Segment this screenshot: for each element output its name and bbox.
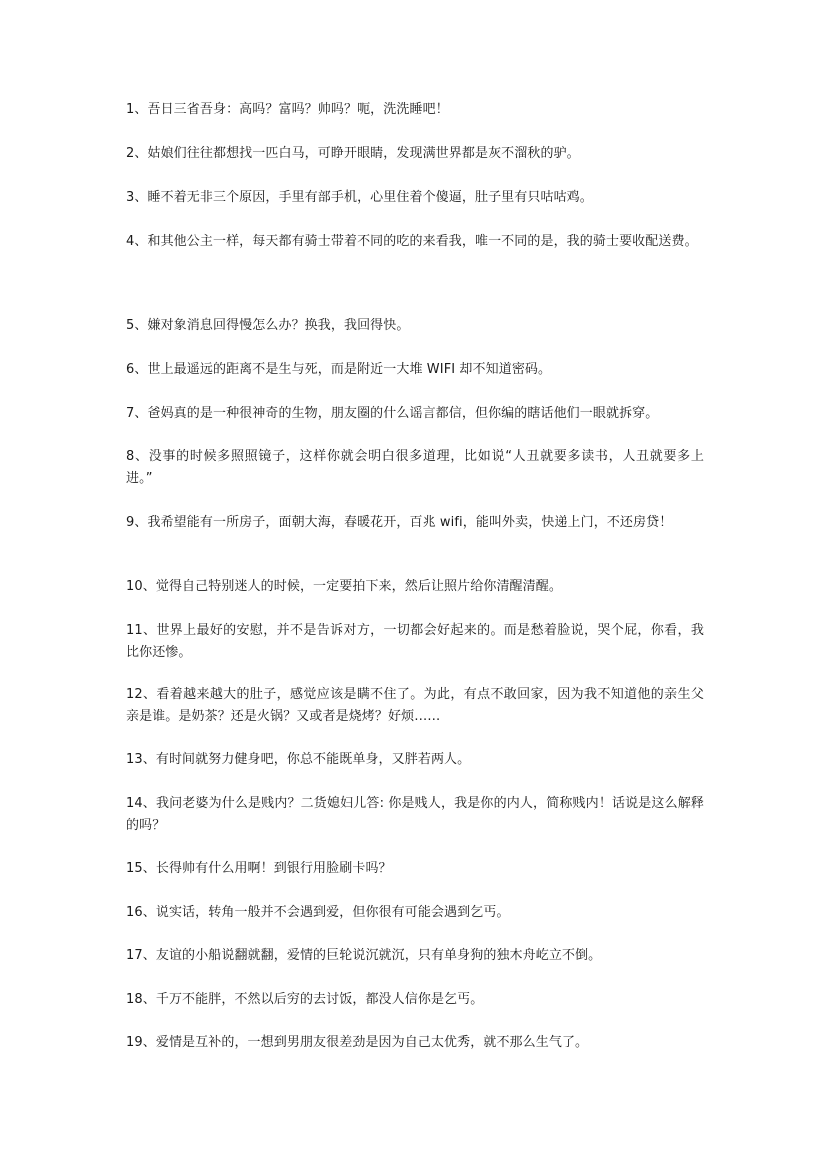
paragraph-19: 19、爱情是互补的，一想到男朋友很差劲是因为自己太优秀，就不那么生气了。 <box>126 1035 589 1050</box>
paragraph-1: 1、吾日三省吾身：高吗？富吗？帅吗？呃，洗洗睡吧！ <box>126 102 449 117</box>
paragraph-7: 7、爸妈真的是一种很神奇的生物，朋友圈的什么谣言都信，但你编的瞎话他们一眼就拆穿。 <box>126 406 659 421</box>
paragraph-13: 13、有时间就努力健身吧，你总不能既单身，又胖若两人。 <box>126 752 471 767</box>
paragraph-6: 6、世上最遥远的距离不是生与死，而是附近一大堆 WIFI 却不知道密码。 <box>126 362 552 377</box>
paragraph-4: 4、和其他公主一样，每天都有骑士带着不同的吃的来看我，唯一不同的是，我的骑士要收配送费。 <box>126 234 698 249</box>
paragraph-12: 12、看着越来越大的肚子，感觉应该是瞒不住了。为此，有点不敢回家，因为我不知道他的亲生父亲是谁。是奶茶？还是火锅？又或者是烧烤？好烦…… <box>126 687 704 724</box>
paragraph-11: 11、世界上最好的安慰，并不是告诉对方，一切都会好起来的。而是愁着脸说，哭个屁，你看，我比你还惨。 <box>126 623 704 660</box>
paragraph-15: 15、长得帅有什么用啊！到银行用脸刷卡吗？ <box>126 861 392 876</box>
paragraph-10: 10、觉得自己特别迷人的时候，一定要拍下来，然后让照片给你清醒清醒。 <box>126 579 562 594</box>
paragraph-16: 16、说实话，转角一般并不会遇到爱，但你很有可能会遇到乞丐。 <box>126 905 510 920</box>
paragraph-2: 2、姑娘们往往都想找一匹白马，可睁开眼睛，发现满世界都是灰不溜秋的驴。 <box>126 146 580 161</box>
paragraph-9: 9、我希望能有一所房子，面朝大海，春暖花开，百兆 wifi，能叫外卖，快递上门，不还房贷！ <box>126 515 673 530</box>
paragraph-18: 18、千万不能胖，不然以后穷的去讨饭，都没人信你是乞丐。 <box>126 992 484 1007</box>
paragraph-8: 8、没事的时候多照照镜子，这样你就会明白很多道理，比如说“人丑就要多读书，人丑就要多上进。” <box>126 449 704 486</box>
paragraph-17: 17、友谊的小船说翻就翻，爱情的巨轮说沉就沉，只有单身狗的独木舟屹立不倒。 <box>126 948 602 963</box>
paragraph-5: 5、嫌对象消息回得慢怎么办？换我，我回得快。 <box>126 318 410 333</box>
paragraph-3: 3、睡不着无非三个原因，手里有部手机，心里住着个傻逼，肚子里有只咕咕鸡。 <box>126 190 593 205</box>
paragraph-14: 14、我问老婆为什么是贱内？二货媳妇儿答: 你是贱人，我是你的内人，简称贱内！话说是这么解释的吗？ <box>126 796 704 833</box>
